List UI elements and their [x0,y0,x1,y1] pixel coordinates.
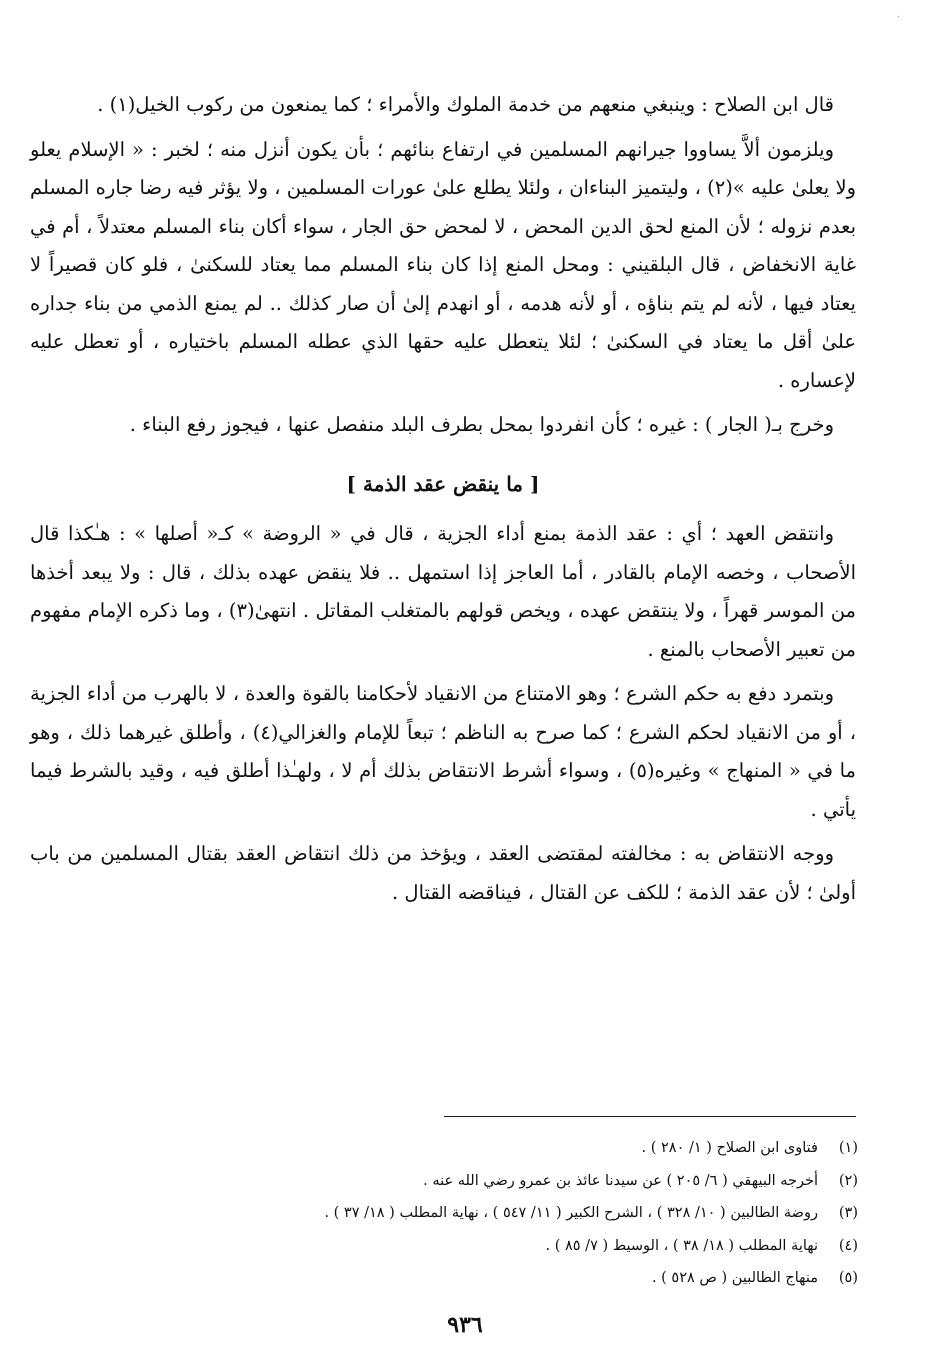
footnote [120,1165,858,1198]
paragraph: ووجه الانتقاض به : مخالفته لمقتضى العقد ، ويؤخذ من ذلك انتقاض العقد بقتال المسلمين من باب أولىٰ ؛ لأن عقد الذمة ؛ للكف عن القتال ، فيناقضه القتال . [30,842,856,904]
footnote-number: (١) [838,1140,858,1156]
footnote [120,1262,858,1295]
footnote-text: منهاج الطالبين ( ص ٥٢٨ ) . [651,1270,818,1286]
footnote-text: أخرجه البيهقي ( ٦/ ٢٠٥ ) عن سيدنا عائذ بن عمرو رضي الله عنه . [423,1172,818,1189]
paragraph: وخرج بـ( الجار ) : غيره ؛ كأن انفردوا بمحل بطرف البلد منفصل عنها ، فيجوز رفع البناء . [129,413,834,436]
page-number: ٩٣٦ [447,1312,483,1338]
footnote [120,1197,858,1230]
paragraph: ويلزمون ألاَّ يساووا جيرانهم المسلمين في ارتفاع بنائهم ؛ بأن يكون أنزل منه ؛ لخبر : « الإسلام يعلو ولا يعلىٰ عليه »(٢) ، وليتميز البناءان ، ولئلا يطلع علىٰ عورات المسلمين ، ولا يؤثر فيه رضا جاره المسلم بعدم نزوله ؛ لأن المنع لحق الدين المحض ، لا لمحض حق الجار ، سواء أكان بناء المسلم معتدلاً ، أم في غاية الانخفاض ، قال البلقيني : ومحل المنع إذا كان بناء المسلم مما يعتاد للسكنىٰ ، فلو كان قصيراً لا يعتاد فيها ، لأنه لم يتم بناؤه ، أو لأنه هدمه ، أو انهدم إلىٰ أن صار كذلك .. لم يمنع الذمي من بناء جداره علىٰ أقل ما يعتاد في السكنىٰ ؛ لئلا يتعطل عليه حقها الذي عطله المسلم باختياره ، أو تعطل عليه لإعساره . [30,137,856,392]
paragraph: وبتمرد دفع به حكم الشرع ؛ وهو الامتناع من الانقياد لأحكامنا بالقوة والعدة ، لا بالهرب من أداء الجزية ، أو من الانقياد لحكم الشرع ؛ كما صرح به الناظم ؛ تبعاً للإمام والغزالي(٤) ، وأطلق غيرهما ذلك ، وهو ما في « المنهاج » وغيره(٥) ، وسواء أشرط الانتقاض بذلك أم لا ، ولهـٰذا أطلق فيه ، وقيد بالشرط فيما يأتي . [30,682,856,821]
paragraph: وانتقض العهد ؛ أي : عقد الذمة بمنع أداء الجزية ، قال في « الروضة » كـ« أصلها » : هـٰكذا قال الأصحاب ، وخصه الإمام بالقادر ، أما العاجز إذا استمهل .. فلا ينقض عهده بذلك ، قال : ولا يبعد أخذها من الموسر قهراً ، ولا ينتقض عهده ، ويخص قولهم بالمتغلب المقاتل . انتهىٰ(٣) ، وما ذكره الإمام مفهوم من تعبير الأصحاب بالمنع . [30,522,856,661]
paragraph: قال ابن الصلاح : وينبغي منعهم من خدمة الملوك والأمراء ؛ كما يمنعون من ركوب الخيل(١) . [97,93,834,116]
main-text [30,86,856,918]
footnote-text: نهاية المطلب ( ١٨/ ٣٨ ) ، الوسيط ( ٧/ ٨٥ ) . [545,1237,818,1254]
footnote [120,1230,858,1263]
footnote-number: (٢) [838,1172,858,1189]
footnote-text: فتاوى ابن الصلاح ( ١/ ٢٨٠ ) . [641,1140,818,1156]
footnote-number: (٤) [838,1237,858,1254]
footnotes [120,1132,858,1295]
section-heading: [ ما ينقض عقد الذمة ] [346,471,540,496]
footnote-number: (٥) [838,1270,858,1286]
footnote-number: (٣) [838,1205,858,1221]
footnote-separator [444,1116,856,1117]
footnote [120,1132,858,1165]
scan-mark: · [897,12,901,23]
footnote-text: روضة الطالبين ( ١٠/ ٣٢٨ ) ، الشرح الكبير ( ١١/ ٥٤٧ ) ، نهاية المطلب ( ١٨/ ٣٧ ) . [324,1205,818,1221]
